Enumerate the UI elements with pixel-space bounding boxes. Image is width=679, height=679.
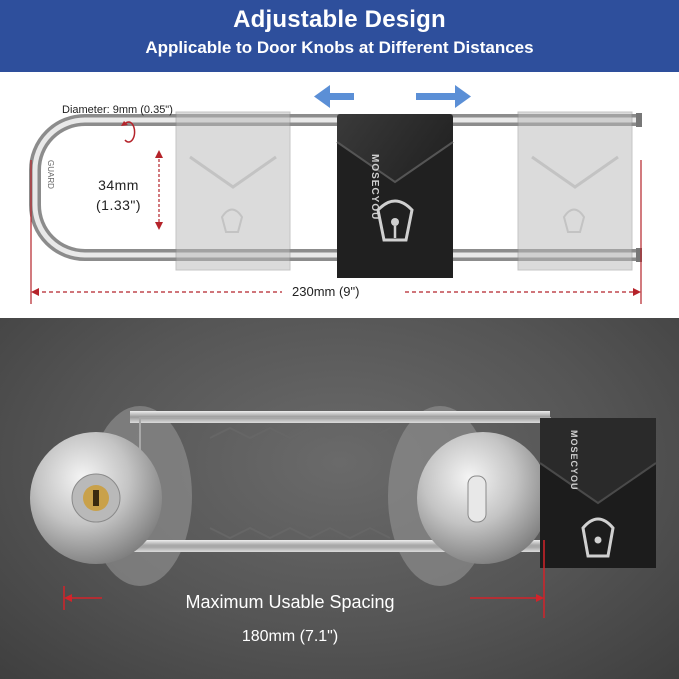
height-label: [96, 175, 141, 215]
height-in-label: (1.33"): [96, 197, 142, 213]
height-dimension-line: [155, 150, 163, 230]
shackle-engraving: GUARD: [46, 160, 55, 189]
brand-label: MOSECYOU: [369, 154, 380, 221]
diameter-label: Diameter: 9mm (0.35"): [62, 104, 173, 116]
lock-dimension-panel: [0, 72, 679, 318]
spacing-value: 180mm (7.1"): [241, 628, 339, 645]
arrow-right-icon: [416, 85, 471, 108]
page-subtitle: Applicable to Door Knobs at Different Distances: [145, 38, 534, 57]
width-label: 230mm (9"): [292, 284, 360, 299]
lock-body-ghost-right: [518, 112, 632, 270]
brand-label: MOSECYOU: [569, 430, 579, 491]
header-banner: [0, 0, 679, 72]
spacing-title: Maximum Usable Spacing: [185, 592, 395, 612]
door-knob-left: [30, 432, 162, 564]
height-mm-label: 34mm: [98, 177, 139, 193]
door-knob-right: [417, 432, 549, 564]
lock-body: [540, 418, 656, 568]
lock-body: [337, 114, 453, 278]
installation-photo-panel: [0, 318, 679, 679]
door-knob-illustration: [0, 318, 679, 679]
lock-body-ghost-left: [176, 112, 290, 270]
page-title: Adjustable Design: [233, 6, 446, 33]
arrow-left-icon: [314, 85, 354, 108]
